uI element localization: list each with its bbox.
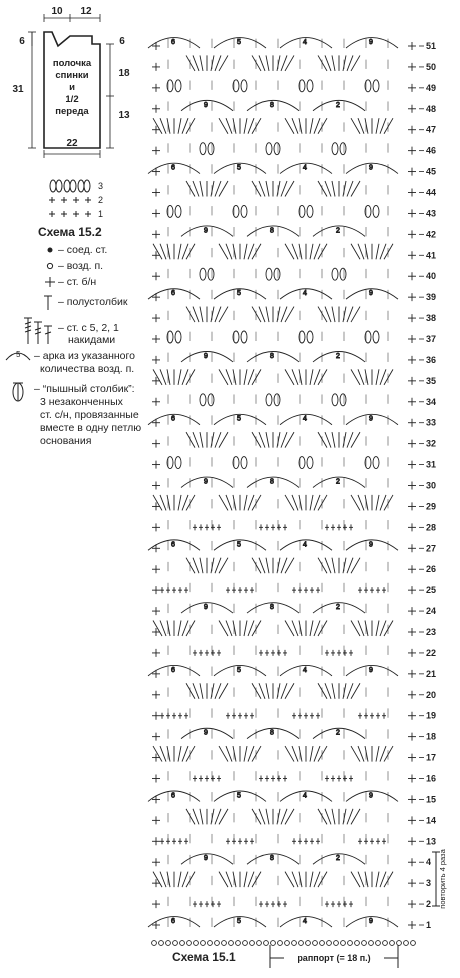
chart-arch-number: 9 — [204, 478, 208, 486]
chart-row-number: 1 — [426, 920, 432, 930]
chart-row — [152, 307, 416, 323]
chart-arch-number: 6 — [171, 792, 175, 800]
chart-row-number: 32 — [426, 438, 437, 449]
chart-row — [152, 181, 416, 197]
legend-dc-text-1: – ст. с 5, 2, 1 — [58, 322, 119, 334]
chart-arch-number: 9 — [369, 918, 373, 925]
chart-arch-number: 5 — [237, 415, 241, 423]
scheme2-puff — [50, 180, 62, 192]
chart-row-number: 4 — [426, 857, 432, 868]
chart-row — [152, 728, 416, 740]
chart-row-number: 41 — [426, 250, 437, 261]
chart-row-number: 40 — [426, 271, 437, 282]
chart-arch-number: 8 — [270, 729, 274, 737]
legend-puff-text-5: основания — [40, 435, 92, 447]
legend-dc-text-2: накидами — [68, 334, 116, 346]
chart-row — [148, 665, 416, 677]
chart-row — [152, 100, 416, 112]
dc-icon — [24, 318, 52, 344]
legend-chain-text: – возд. п. — [58, 260, 104, 272]
chart-row-number: 13 — [426, 836, 437, 847]
scheme2-puff — [64, 180, 76, 192]
chart-arch-number: 5 — [237, 918, 241, 925]
chart-arch-number: 9 — [369, 666, 373, 674]
chart-stitch-grid — [148, 38, 416, 946]
chart-row — [152, 646, 416, 657]
chart-row — [152, 205, 416, 217]
scheme2-art — [49, 180, 91, 217]
chart-row — [152, 457, 416, 469]
garment-label-line: полочка — [52, 58, 92, 69]
chart-row-number: 14 — [426, 815, 437, 826]
dim-right-upper: 6 — [119, 36, 125, 47]
chart-arch-number: 5 — [237, 541, 241, 549]
chart-row-number: 24 — [426, 606, 437, 617]
chart-arch-number: 9 — [204, 227, 208, 235]
chart-row-number: 31 — [426, 459, 437, 470]
chart-row-number: 25 — [426, 585, 437, 596]
chart-row — [152, 394, 416, 406]
chart-row-number: 15 — [426, 794, 437, 805]
chart-arch-number: 6 — [171, 666, 175, 674]
half-dc-icon — [44, 296, 52, 310]
chart-arch-number: 4 — [303, 792, 307, 800]
dim-right-mid: 18 — [118, 68, 130, 79]
chart-row-number: 46 — [426, 145, 437, 156]
chart-arch-number: 2 — [336, 604, 340, 612]
chart-row-number: 19 — [426, 710, 437, 721]
chart-row — [152, 520, 416, 531]
cross-icon — [45, 277, 55, 287]
chart-arch-number: 8 — [270, 478, 274, 486]
chart-row-number: 50 — [426, 61, 437, 72]
garment-label-line: переда — [55, 106, 89, 117]
chart-row — [152, 809, 416, 825]
chart-arch-number: 8 — [270, 101, 274, 109]
chart-row — [152, 477, 416, 489]
legend-puff-text-3: ст. с/н, провязанные — [40, 409, 139, 421]
chart-arch-number: 5 — [237, 792, 241, 800]
chart-row-number: 18 — [426, 731, 437, 742]
legend-icons — [6, 248, 55, 401]
legend-arch-text-1: – арка из указанного — [34, 350, 135, 362]
chart-row-number: 21 — [426, 668, 437, 679]
chart-row-number: 39 — [426, 292, 437, 303]
dim-right-low: 13 — [118, 110, 130, 121]
scheme2-stitch — [85, 211, 91, 217]
chart-arch-number: 4 — [303, 415, 307, 423]
scheme2-stitch — [61, 211, 67, 217]
scheme2-stitch — [49, 211, 55, 217]
chart-arch-number: 8 — [270, 227, 274, 235]
scheme2-puff — [78, 180, 90, 192]
chart-row-number: 36 — [426, 354, 437, 365]
chart-row — [152, 603, 416, 615]
chart-row-numbers — [419, 41, 436, 930]
chart-row-number: 23 — [426, 627, 437, 637]
chart-arch-number: 4 — [303, 918, 307, 925]
scheme2-stitch — [85, 197, 91, 203]
chart-arch-number: 6 — [171, 415, 175, 423]
chart-arch-number: 9 — [204, 101, 208, 109]
legend-puff-text-4: вместе в одну петлю — [40, 422, 142, 434]
chart-arch-number: 6 — [171, 918, 175, 925]
chart-row-number: 45 — [426, 166, 437, 177]
chart-row — [152, 80, 416, 92]
chart-arch-number: 6 — [171, 164, 175, 172]
garment-label-line: 1/2 — [65, 94, 79, 105]
legend-sc-text: – ст. б/н — [58, 276, 97, 288]
chart-arch-number: 5 — [237, 666, 241, 674]
chart-arch-number: 5 — [237, 164, 241, 172]
chart-arch-number: 4 — [303, 164, 307, 172]
chart-arch-number: 6 — [171, 290, 175, 298]
chart-arch-number: 4 — [303, 39, 307, 46]
chart-row-number: 22 — [426, 647, 437, 658]
dim-top-left: 10 — [51, 6, 63, 17]
chart-arch-number: 9 — [204, 729, 208, 737]
garment-label — [53, 58, 92, 117]
chart-row — [152, 834, 416, 845]
scheme2-row-2: 2 — [98, 195, 104, 205]
chart-arch-number: 2 — [336, 101, 340, 109]
chart-row-number: 51 — [426, 41, 437, 51]
chart-row-number: 27 — [426, 543, 437, 554]
dim-top-mid: 12 — [80, 6, 92, 17]
chart-arch-number: 2 — [336, 227, 340, 235]
chart-row-number: 28 — [426, 522, 437, 533]
chart-foundation-chain — [152, 941, 416, 946]
chart-row-number: 29 — [426, 501, 437, 512]
chart-row — [148, 289, 416, 301]
chart-row — [152, 226, 416, 238]
dim-left-upper: 6 — [19, 36, 25, 47]
chart-row — [148, 414, 416, 426]
scheme2-stitch — [61, 197, 67, 203]
scheme2-row-1: 1 — [98, 209, 104, 219]
chart-arch-number: 8 — [270, 604, 274, 612]
chart-arch-number: 9 — [369, 164, 373, 172]
chart-row-number: 48 — [426, 103, 437, 114]
chart-row — [152, 118, 416, 134]
chart-row-number: 30 — [426, 480, 437, 491]
chart-arch-number: 6 — [171, 39, 175, 46]
chart-arch-number: 4 — [303, 541, 307, 549]
chart-row-number: 42 — [426, 229, 437, 240]
chart-row-number: 17 — [426, 752, 437, 763]
chart-arch-number: 8 — [270, 352, 274, 360]
chart-row — [152, 583, 416, 594]
chart-row — [152, 331, 416, 343]
garment-label-line: спинки — [55, 70, 89, 81]
chart-row — [148, 791, 416, 803]
chart-arch-number: 4 — [303, 666, 307, 674]
chart-row-number: 33 — [426, 417, 437, 428]
chart-row-number: 16 — [426, 773, 437, 784]
chart-arch-number: 9 — [369, 290, 373, 298]
chart-row — [148, 38, 416, 50]
chart-row — [152, 746, 416, 762]
circle-icon — [47, 263, 52, 268]
chart-row — [148, 540, 416, 552]
chart-row-number: 37 — [426, 334, 437, 344]
chart-row-number: 44 — [426, 187, 437, 198]
chart-row — [152, 244, 416, 260]
dim-left-full: 31 — [12, 84, 24, 95]
chart-row — [152, 143, 416, 155]
scheme2-row-3: 3 — [98, 181, 104, 191]
chart-row — [152, 55, 416, 71]
chart-row — [152, 683, 416, 699]
chart-arch-number: 9 — [369, 415, 373, 423]
scheme2-stitch — [49, 197, 55, 203]
scheme2-stitch — [73, 211, 79, 217]
scheme2-stitch — [73, 197, 79, 203]
chart-arch-number: 9 — [369, 792, 373, 800]
chart-row — [148, 163, 416, 175]
chart-arch-number: 8 — [270, 855, 274, 863]
chart-title: Схема 15.1 — [172, 950, 236, 964]
chart-arch-number: 2 — [336, 855, 340, 863]
chart-arch-number: 9 — [369, 39, 373, 46]
chart-arch-number: 9 — [204, 604, 208, 612]
chart-row — [152, 558, 416, 574]
chart-arch-number: 9 — [204, 855, 208, 863]
chart-row-number: 38 — [426, 313, 437, 324]
chart-arch-number: 2 — [336, 352, 340, 360]
chart-row — [152, 268, 416, 280]
chart-row-number: 3 — [426, 878, 432, 889]
chart-row — [152, 620, 416, 636]
chart-row-number: 49 — [426, 82, 437, 93]
chart-row-number: 43 — [426, 208, 437, 219]
repeat-rows-label: повторить 4 раза — [438, 849, 447, 909]
chart-row-number: 35 — [426, 375, 437, 386]
chart-arch-number: 2 — [336, 478, 340, 486]
chart-row — [152, 854, 416, 866]
chart-row-number: 2 — [426, 899, 432, 910]
chart-arch-number: 4 — [303, 290, 307, 298]
scheme2-title: Схема 15.2 — [38, 225, 102, 239]
chart-row — [152, 708, 416, 719]
chart-arch-number: 9 — [204, 352, 208, 360]
chart-row — [152, 369, 416, 385]
legend-puff-text-2: 3 незаконченных — [40, 396, 123, 408]
chart-row — [152, 897, 416, 908]
chart-row — [152, 495, 416, 511]
chart-arch-number: 5 — [237, 290, 241, 298]
chart-arch-number: 2 — [336, 729, 340, 737]
garment-label-line: и — [69, 82, 75, 93]
chart-arch-number: 6 — [171, 541, 175, 549]
chart-row-number: 34 — [426, 396, 437, 407]
chart-row — [148, 917, 416, 929]
chart-arch-number: 9 — [369, 541, 373, 549]
legend-arch-text-2: количества возд. п. — [40, 363, 135, 375]
legend-arch-number: 5 — [16, 350, 21, 359]
chart-row — [152, 872, 416, 888]
legend-puff-text-1: – “пышный столбик”: — [34, 383, 135, 395]
repeat-label: раппорт (= 18 п.) — [297, 953, 371, 963]
dim-bottom: 22 — [66, 138, 78, 149]
legend-half-dc-text: – полустолбик — [58, 296, 128, 308]
chart-arch-number: 5 — [237, 39, 241, 46]
legend-slip-stitch-text: – соед. ст. — [58, 244, 108, 256]
chart-row — [152, 352, 416, 364]
puff-icon — [13, 383, 23, 401]
chart-row-number: 26 — [426, 564, 437, 575]
chart-row — [152, 771, 416, 782]
dot-icon — [48, 248, 52, 252]
chart-row-number: 20 — [426, 689, 437, 700]
chart-row — [152, 432, 416, 448]
chart-row-number: 47 — [426, 124, 437, 135]
